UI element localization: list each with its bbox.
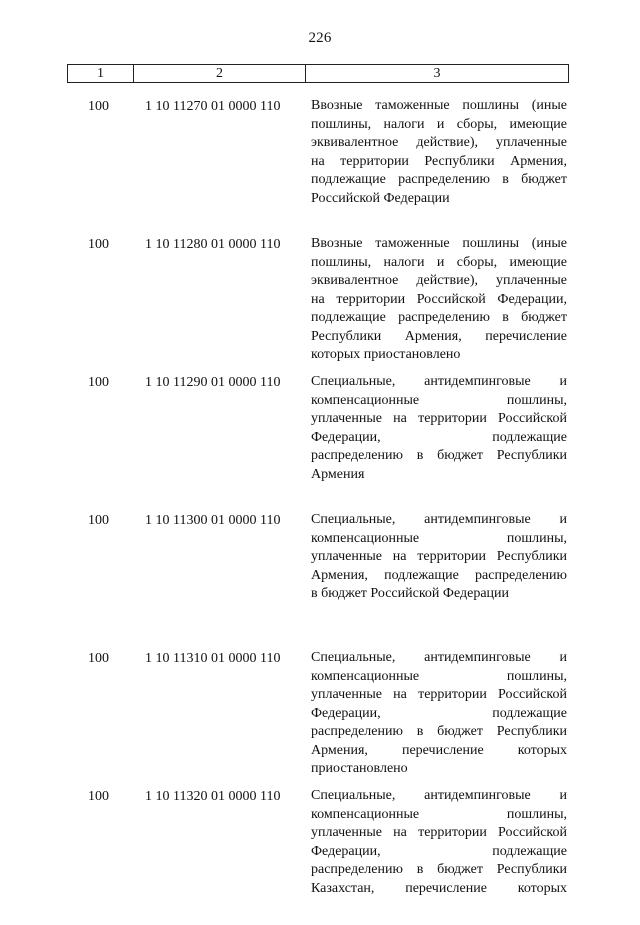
description-line: в бюджет Российской Федерации [311, 586, 510, 601]
description-line: Специальные, антидемпинговые и [311, 512, 567, 527]
description-line: компенсационные пошлины, [311, 392, 567, 408]
description-line: распределению в бюджет Республики [311, 862, 567, 877]
description-line: пошлины, налоги и сборы, имеющие [311, 254, 567, 270]
description-line: Армения [311, 466, 365, 482]
administrator-code: 100 [88, 237, 109, 252]
budget-classification-code: 1 10 11290 01 0000 110 [145, 375, 281, 390]
administrator-code: 100 [88, 651, 109, 666]
description-line: подлежащие распределению в бюджет [311, 310, 567, 325]
description-line: Специальные, антидемпинговые и [311, 788, 567, 803]
description-line: на территории Российской Федерации, [311, 291, 567, 307]
table-row [0, 235, 640, 373]
table-row [0, 649, 640, 787]
column-header-3: 3 [433, 65, 441, 81]
description-line: на территории Республики Армения, [311, 153, 567, 169]
budget-classification-code: 1 10 11280 01 0000 110 [145, 237, 281, 252]
description-line: Армения, перечисление которых [311, 742, 567, 758]
budget-classification-code: 1 10 11310 01 0000 110 [145, 651, 281, 666]
description-line: Российской Федерации [311, 190, 450, 206]
description-line: распределению в бюджет Республики [311, 724, 567, 739]
description-line: которых приостановлено [311, 347, 461, 362]
description-line: Ввозные таможенные пошлины (иные [311, 98, 567, 113]
income-description [311, 649, 567, 779]
description-line: Федерации, подлежащие [311, 705, 567, 721]
column-header-1: 1 [68, 65, 134, 82]
description-line: Армения, подлежащие распределению [311, 567, 567, 583]
income-description [311, 235, 567, 365]
income-description [311, 787, 567, 898]
column-header-2: 2 [134, 65, 306, 82]
budget-classification-code: 1 10 11320 01 0000 110 [145, 789, 281, 804]
description-line: уплаченные на территории Российской [311, 687, 567, 702]
income-description [311, 373, 567, 484]
description-line: Специальные, антидемпинговые и [311, 650, 567, 665]
description-line: уплаченные на территории Российской [311, 411, 567, 426]
income-description [311, 511, 567, 604]
description-line: уплаченные на территории Республики [311, 549, 567, 564]
description-line: Ввозные таможенные пошлины (иные [311, 236, 567, 251]
description-line: распределению в бюджет Республики [311, 448, 567, 463]
administrator-code: 100 [88, 99, 109, 114]
page-number: 226 [308, 30, 332, 46]
table-row [0, 787, 640, 925]
description-line: компенсационные пошлины, [311, 668, 567, 684]
description-line: подлежащие распределению в бюджет [311, 172, 567, 187]
description-line: Специальные, антидемпинговые и [311, 374, 567, 389]
description-line: Казахстан, перечисление которых [311, 880, 567, 896]
table-row [0, 511, 640, 649]
table-body [0, 97, 640, 925]
description-line: компенсационные пошлины, [311, 806, 567, 822]
description-line: Федерации, подлежащие [311, 843, 567, 859]
budget-classification-code: 1 10 11270 01 0000 110 [145, 99, 281, 114]
description-line: компенсационные пошлины, [311, 530, 567, 546]
table-row [0, 373, 640, 511]
administrator-code: 100 [88, 513, 109, 528]
administrator-code: 100 [88, 375, 109, 390]
administrator-code: 100 [88, 789, 109, 804]
description-line: приостановлено [311, 761, 408, 776]
description-line: пошлины, налоги и сборы, имеющие [311, 116, 567, 132]
table-header-row [67, 64, 569, 83]
description-line: эквивалентное действие), уплаченные [311, 135, 567, 150]
description-line: Федерации, подлежащие [311, 429, 567, 445]
budget-classification-code: 1 10 11300 01 0000 110 [145, 513, 281, 528]
description-line: уплаченные на территории Российской [311, 825, 567, 840]
description-line: Республики Армения, перечисление [311, 328, 567, 344]
income-description [311, 97, 567, 208]
table-row [0, 97, 640, 235]
description-line: эквивалентное действие), уплаченные [311, 273, 567, 288]
